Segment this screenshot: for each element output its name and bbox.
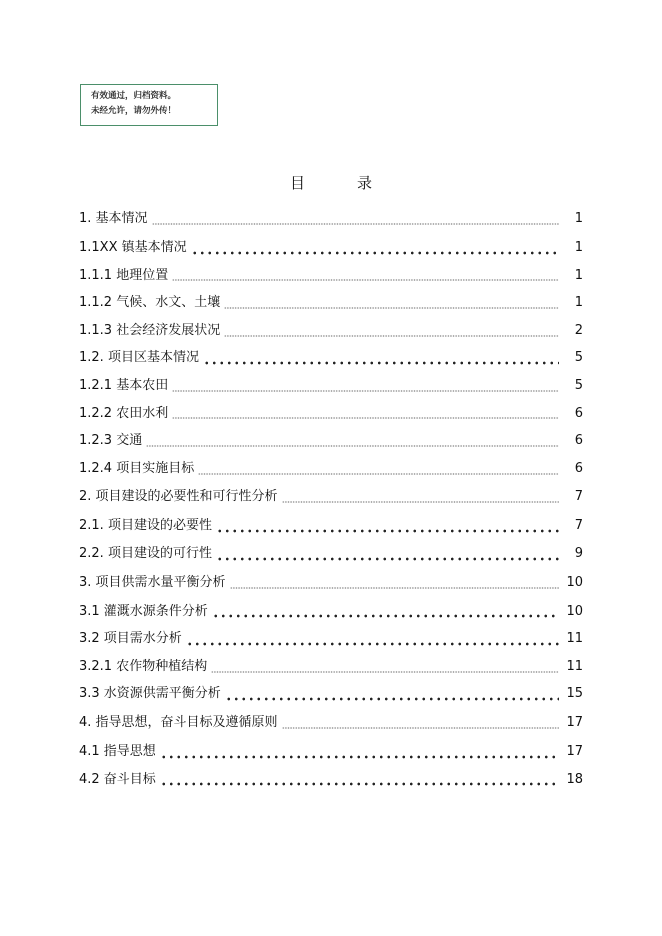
toc-dot-leader bbox=[198, 466, 559, 476]
toc-title bbox=[0, 172, 662, 193]
toc-entry-page: 7 bbox=[574, 489, 583, 505]
toc-entry-label: 3.1 灌溉水源条件分析 bbox=[79, 603, 208, 619]
toc-entry-page: 1 bbox=[574, 211, 583, 226]
toc-entry[interactable] bbox=[79, 289, 583, 317]
toc-dot-leader bbox=[282, 720, 559, 730]
toc-entry[interactable] bbox=[79, 482, 583, 512]
toc-entry-page: 11 bbox=[566, 631, 583, 647]
toc-entry[interactable] bbox=[79, 680, 583, 708]
toc-entry-page: 6 bbox=[574, 433, 583, 449]
stamp-line-1: 有效通过，归档资料。 bbox=[91, 91, 177, 101]
toc-dot-leader bbox=[212, 608, 559, 618]
toc-entry-label: 1. 基本情况 bbox=[79, 211, 148, 226]
toc-dot-leader bbox=[160, 749, 559, 759]
stamp-line-2: 未经允许，请勿外传！ bbox=[91, 106, 177, 116]
toc-entry-label: 1.2.4 项目实施目标 bbox=[79, 460, 195, 476]
toc-entry-page: 5 bbox=[574, 350, 583, 366]
toc-entry[interactable] bbox=[79, 400, 583, 428]
toc-dot-leader bbox=[160, 776, 559, 786]
toc-entry[interactable] bbox=[79, 625, 583, 653]
toc-entry[interactable] bbox=[79, 598, 583, 626]
toc-entry[interactable] bbox=[79, 262, 583, 290]
toc-entry[interactable] bbox=[79, 344, 583, 372]
toc-entry-label: 2.1. 项目建设的必要性 bbox=[79, 518, 212, 534]
toc-entry-page: 11 bbox=[566, 658, 583, 674]
toc-entry-page: 17 bbox=[566, 743, 583, 759]
toc-entry-label: 1.2.1 基本农田 bbox=[79, 377, 169, 393]
toc-entry[interactable] bbox=[79, 455, 583, 483]
toc-title-right: 录 bbox=[357, 174, 373, 192]
toc-dot-leader bbox=[186, 636, 559, 646]
toc-entry-label: 1.2.2 农田水利 bbox=[79, 405, 169, 421]
toc-entry-label: 4.1 指导思想 bbox=[79, 743, 156, 759]
toc-dot-leader bbox=[216, 523, 559, 533]
toc-entry[interactable] bbox=[79, 317, 583, 345]
toc-entry[interactable] bbox=[79, 372, 583, 400]
toc-entry-label: 1.1XX 镇基本情况 bbox=[79, 240, 187, 255]
toc-entry[interactable] bbox=[79, 568, 583, 598]
toc-entry-page: 1 bbox=[574, 295, 583, 311]
toc-dot-leader bbox=[146, 438, 559, 448]
toc-entry-page: 17 bbox=[566, 714, 583, 730]
toc-dot-leader bbox=[224, 300, 559, 310]
toc-entry-label: 1.1.1 地理位置 bbox=[79, 267, 169, 283]
toc-entry-label: 4. 指导思想，奋斗目标及遵循原则 bbox=[79, 714, 278, 730]
toc-entry-label: 2.2. 项目建设的可行性 bbox=[79, 545, 212, 561]
toc-dot-leader bbox=[203, 355, 559, 365]
toc-entry[interactable] bbox=[79, 540, 583, 568]
toc-entry-label: 4.2 奋斗目标 bbox=[79, 771, 156, 787]
toc-dot-leader bbox=[211, 664, 559, 674]
archive-stamp bbox=[80, 84, 218, 126]
table-of-contents bbox=[79, 204, 583, 793]
toc-dot-leader bbox=[172, 410, 559, 420]
toc-dot-leader bbox=[216, 551, 559, 561]
toc-entry-page: 5 bbox=[574, 377, 583, 393]
toc-entry-label: 1.2. 项目区基本情况 bbox=[79, 350, 199, 366]
toc-entry-label: 1.2.3 交通 bbox=[79, 433, 143, 449]
toc-entry[interactable] bbox=[79, 653, 583, 681]
toc-entry-page: 1 bbox=[574, 267, 583, 283]
toc-entry[interactable] bbox=[79, 708, 583, 738]
toc-entry-label: 1.1.3 社会经济发展状况 bbox=[79, 322, 221, 338]
toc-entry-page: 9 bbox=[574, 545, 583, 561]
toc-entry[interactable] bbox=[79, 427, 583, 455]
toc-entry-label: 1.1.2 气候、水文、土壤 bbox=[79, 295, 221, 311]
toc-entry[interactable] bbox=[79, 766, 583, 794]
toc-entry-page: 1 bbox=[574, 240, 583, 255]
toc-entry-page: 15 bbox=[566, 686, 583, 702]
toc-dot-leader bbox=[172, 272, 559, 282]
toc-entry-page: 18 bbox=[566, 771, 583, 787]
toc-dot-leader bbox=[282, 494, 559, 504]
toc-entry-page: 6 bbox=[574, 405, 583, 421]
toc-entry-page: 10 bbox=[566, 574, 583, 590]
toc-title-left: 目 bbox=[289, 174, 305, 192]
toc-dot-leader bbox=[225, 691, 559, 701]
toc-entry-label: 3.3 水资源供需平衡分析 bbox=[79, 686, 221, 702]
toc-dot-leader bbox=[191, 245, 559, 255]
toc-entry[interactable] bbox=[79, 512, 583, 540]
toc-entry-page: 10 bbox=[566, 603, 583, 619]
toc-dot-leader bbox=[152, 216, 559, 226]
toc-entry-label: 3.2.1 农作物种植结构 bbox=[79, 658, 208, 674]
toc-entry-page: 6 bbox=[574, 460, 583, 476]
toc-dot-leader bbox=[224, 328, 559, 338]
toc-entry-label: 3. 项目供需水量平衡分析 bbox=[79, 574, 226, 590]
toc-entry-page: 2 bbox=[574, 322, 583, 338]
toc-entry-page: 7 bbox=[574, 518, 583, 534]
toc-entry[interactable] bbox=[79, 204, 583, 234]
toc-entry-label: 3.2 项目需水分析 bbox=[79, 631, 182, 647]
toc-entry[interactable] bbox=[79, 738, 583, 766]
toc-dot-leader bbox=[230, 580, 559, 590]
toc-dot-leader bbox=[172, 383, 559, 393]
toc-entry[interactable] bbox=[79, 234, 583, 262]
toc-entry-label: 2. 项目建设的必要性和可行性分析 bbox=[79, 489, 278, 505]
